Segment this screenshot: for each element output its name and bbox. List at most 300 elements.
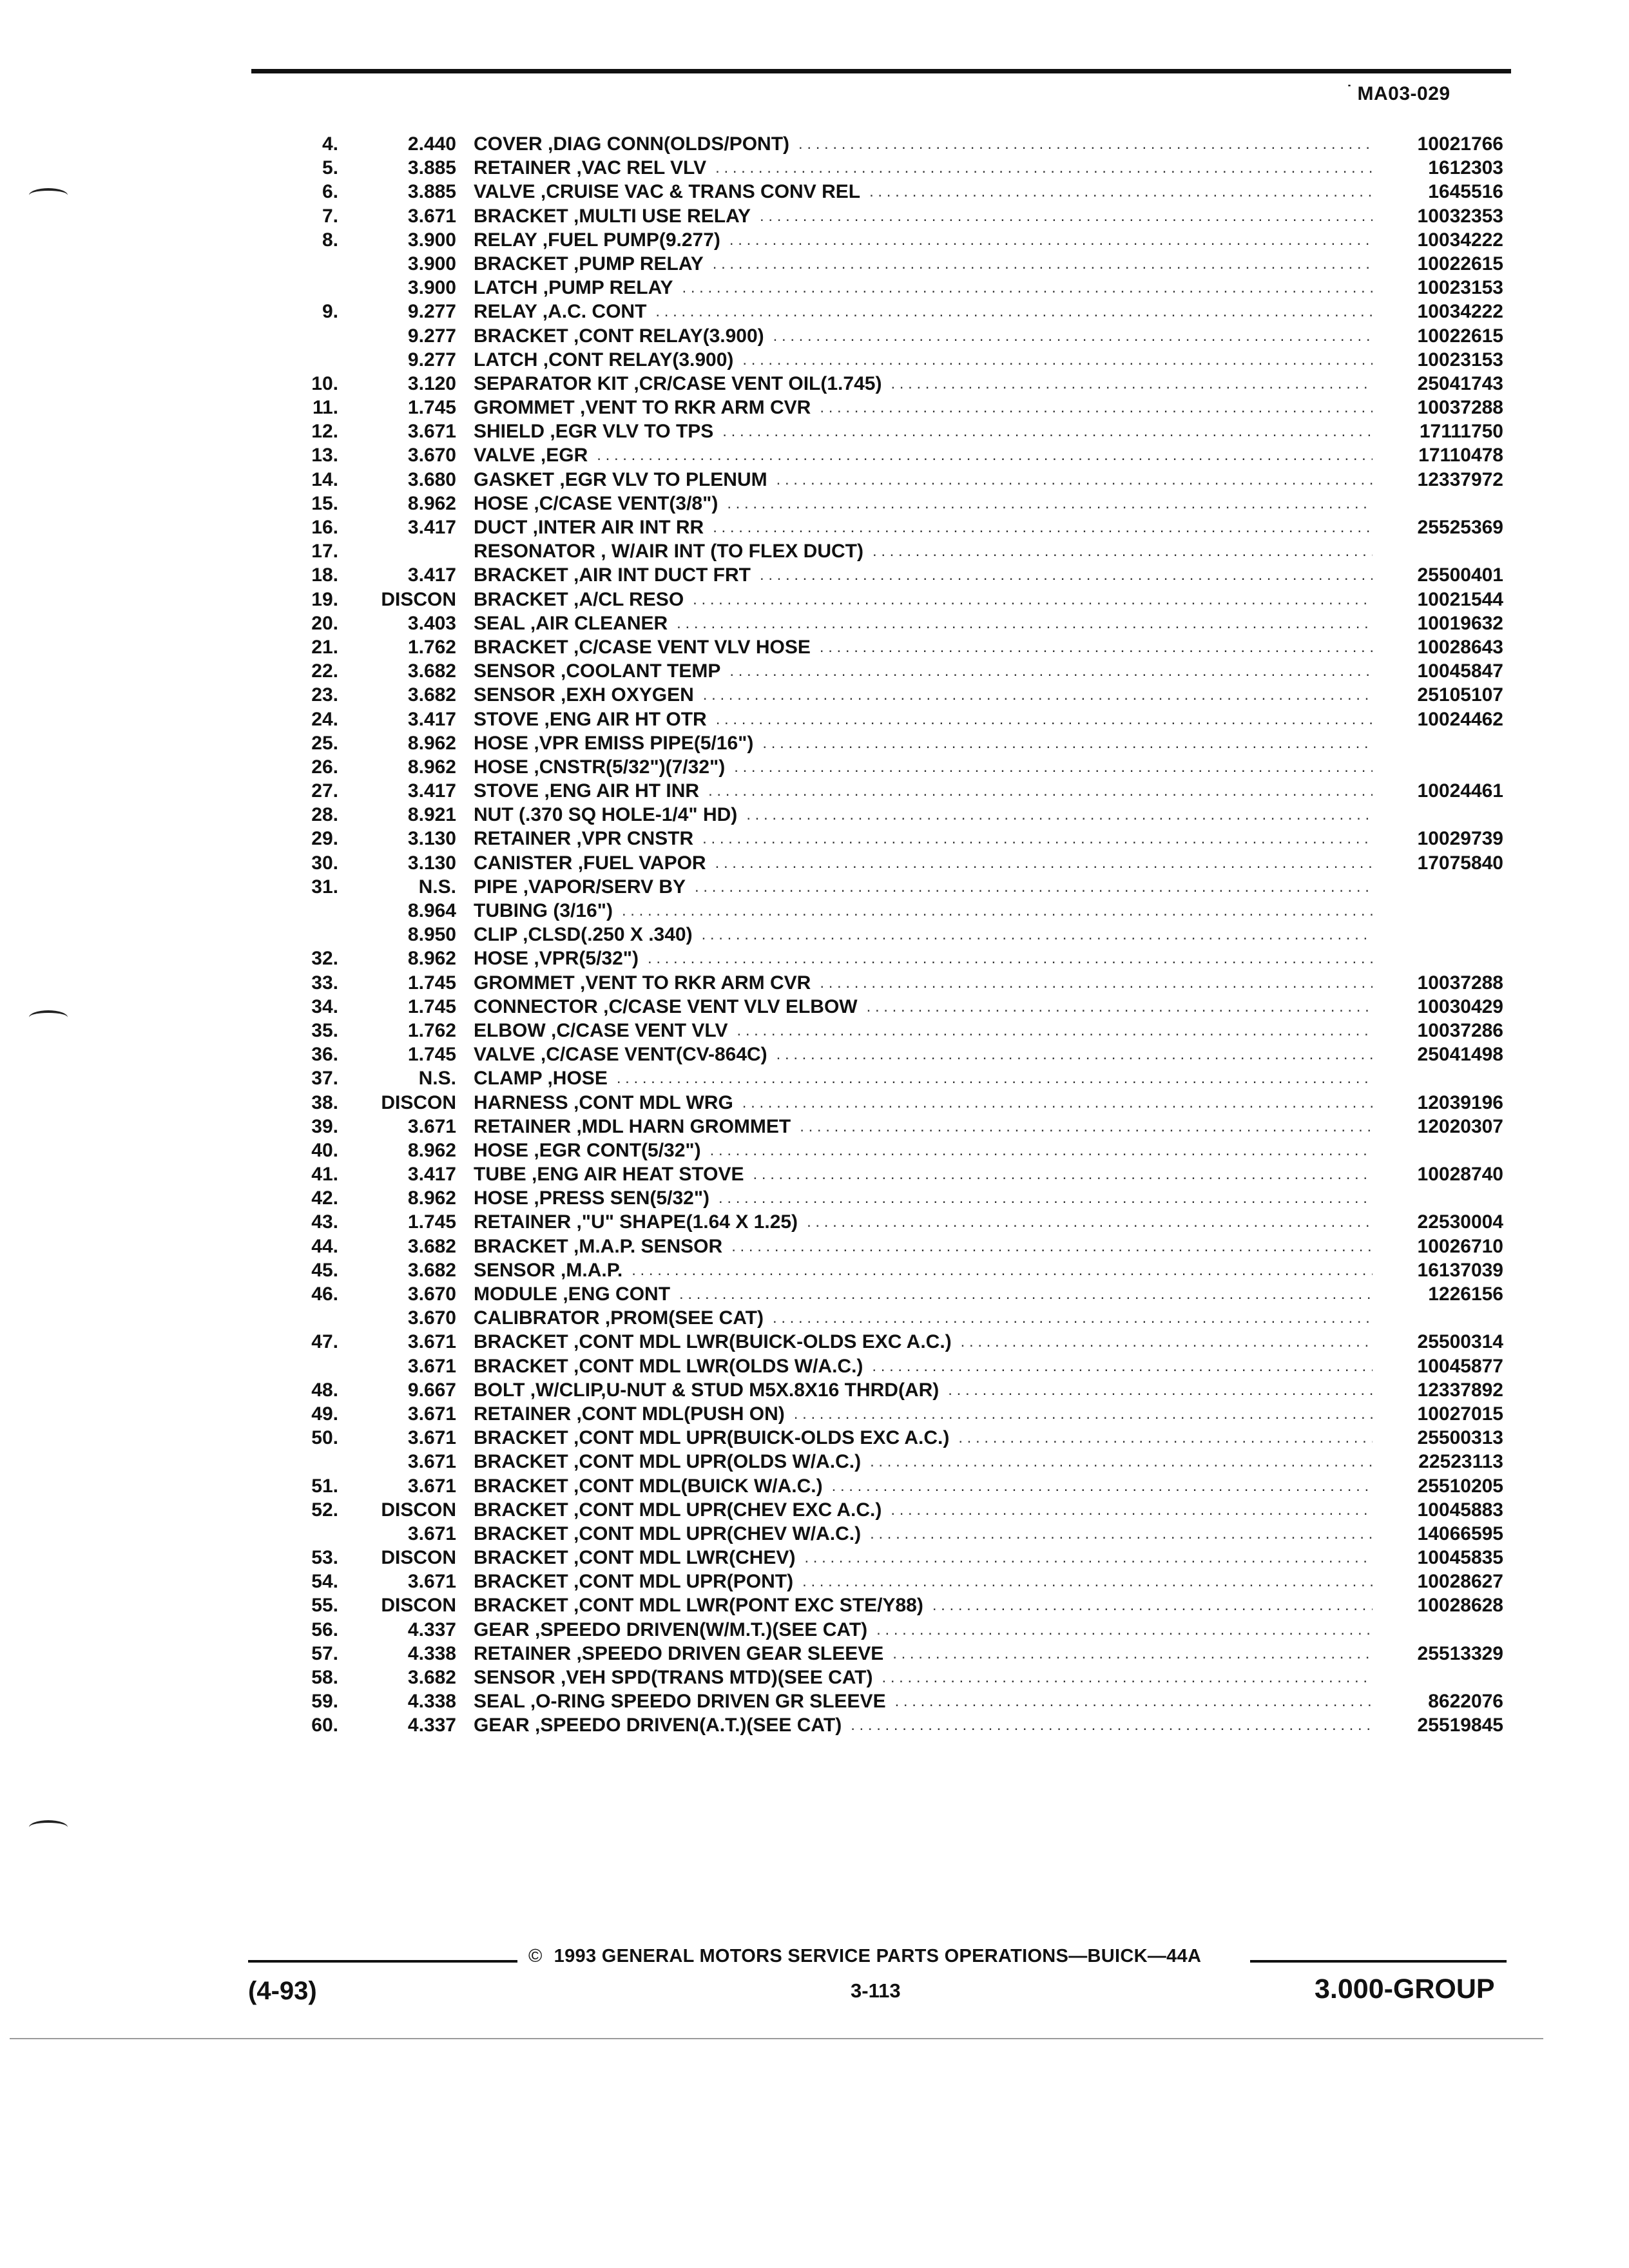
group-number: 3.670 bbox=[407, 1283, 456, 1305]
part-number: 8622076 bbox=[1428, 1691, 1503, 1713]
parts-row bbox=[0, 396, 1629, 419]
dot-leader bbox=[851, 1713, 1373, 1737]
group-number: 1.745 bbox=[407, 397, 456, 419]
group-number: 3.417 bbox=[407, 517, 456, 538]
part-number: 10028627 bbox=[1417, 1571, 1503, 1593]
item-number: 24. bbox=[311, 708, 338, 730]
parts-row bbox=[0, 1450, 1629, 1474]
item-number: 55. bbox=[311, 1595, 338, 1617]
group-number: 8.962 bbox=[407, 948, 456, 970]
parts-row bbox=[0, 1522, 1629, 1546]
bottom-rule bbox=[10, 2038, 1543, 2039]
part-number: 25500314 bbox=[1417, 1331, 1503, 1353]
description bbox=[474, 995, 1373, 1019]
part-description: ,C/CASE VENT VLV bbox=[551, 1019, 728, 1041]
part-name: ELBOW bbox=[474, 1019, 546, 1041]
parts-row bbox=[0, 252, 1629, 276]
part-description: ,CONT MDL UPR(CHEV W/A.C.) bbox=[574, 1523, 862, 1544]
description bbox=[474, 1258, 1373, 1282]
part-name: BRACKET bbox=[474, 1451, 568, 1473]
copyright-line bbox=[528, 1946, 1201, 1967]
description bbox=[474, 1450, 1373, 1474]
copyright-text: 1993 GENERAL MOTORS SERVICE PARTS OPERATIONS—BUICK—44A bbox=[554, 1946, 1202, 1966]
description bbox=[474, 1666, 1373, 1689]
part-description: ,VPR(5/32") bbox=[534, 948, 639, 970]
dot-leader bbox=[734, 755, 1373, 779]
parts-row bbox=[0, 515, 1629, 539]
description bbox=[474, 1570, 1373, 1593]
part-number: 10045835 bbox=[1417, 1547, 1503, 1569]
parts-row bbox=[0, 1306, 1629, 1330]
part-description: ,COOLANT TEMP bbox=[561, 660, 721, 682]
item-number: 41. bbox=[311, 1164, 338, 1186]
part-description: ,CONT MDL WRG bbox=[574, 1091, 733, 1113]
part-name: BRACKET bbox=[474, 1427, 568, 1449]
parts-row bbox=[0, 995, 1629, 1019]
part-number: 14066595 bbox=[1417, 1523, 1503, 1544]
part-description: ,ENG AIR HEAT STOVE bbox=[532, 1164, 744, 1186]
group-number: 8.962 bbox=[407, 1139, 456, 1161]
group-number: 1.745 bbox=[407, 995, 456, 1017]
group-number: 3.885 bbox=[407, 181, 456, 203]
part-name: COVER bbox=[474, 133, 543, 155]
dot-leader bbox=[648, 947, 1373, 970]
parts-row bbox=[0, 779, 1629, 803]
parts-row bbox=[0, 1139, 1629, 1162]
description bbox=[474, 1162, 1373, 1186]
group-number: 4.338 bbox=[407, 1642, 456, 1664]
parts-row bbox=[0, 827, 1629, 850]
description bbox=[474, 803, 1373, 827]
part-description: ,CLSD(.250 X .340) bbox=[523, 924, 693, 946]
dot-leader bbox=[807, 1210, 1373, 1234]
parts-row bbox=[0, 1402, 1629, 1426]
part-name: LATCH bbox=[474, 277, 538, 299]
description bbox=[474, 1618, 1373, 1642]
dot-leader bbox=[702, 827, 1373, 850]
parts-row bbox=[0, 971, 1629, 995]
dot-leader bbox=[762, 731, 1373, 755]
tick-mark: ˙ bbox=[1347, 82, 1353, 100]
part-description: ,C/CASE VENT(CV-864C) bbox=[540, 1044, 767, 1066]
part-name: TUBING bbox=[474, 900, 548, 921]
parts-row bbox=[0, 1666, 1629, 1689]
group-number: 8.962 bbox=[407, 756, 456, 778]
group-number: 3.682 bbox=[407, 684, 456, 706]
part-number: 10019632 bbox=[1417, 612, 1503, 634]
item-number: 40. bbox=[311, 1139, 338, 1161]
part-name: NUT bbox=[474, 804, 514, 826]
parts-row bbox=[0, 875, 1629, 899]
part-number: 10034222 bbox=[1417, 229, 1503, 251]
dot-leader bbox=[872, 1354, 1373, 1378]
group-number: 3.671 bbox=[407, 1427, 456, 1449]
part-number: 10032353 bbox=[1417, 205, 1503, 227]
group-number: 3.671 bbox=[407, 421, 456, 443]
page-number: 3-113 bbox=[851, 1979, 901, 2002]
dot-leader bbox=[820, 971, 1373, 995]
item-number: 9. bbox=[322, 301, 338, 323]
item-number: 31. bbox=[311, 876, 338, 898]
part-name: BRACKET bbox=[474, 1355, 568, 1377]
description bbox=[474, 324, 1373, 348]
parts-row bbox=[0, 1066, 1629, 1090]
parts-row bbox=[0, 899, 1629, 923]
dot-leader bbox=[617, 1066, 1373, 1090]
description bbox=[474, 1210, 1373, 1234]
parts-row bbox=[0, 156, 1629, 180]
part-description: ,VPR CNSTR bbox=[576, 828, 694, 850]
parts-row bbox=[0, 300, 1629, 323]
description bbox=[474, 731, 1373, 755]
parts-row bbox=[0, 803, 1629, 827]
part-description: ,M.A.P. bbox=[561, 1259, 623, 1281]
part-description: ,DIAG CONN(OLDS/PONT) bbox=[548, 133, 790, 155]
item-number: 42. bbox=[311, 1187, 338, 1209]
parts-row bbox=[0, 923, 1629, 947]
item-number: 13. bbox=[311, 445, 338, 466]
description bbox=[474, 1713, 1373, 1737]
part-number: 25510205 bbox=[1417, 1475, 1503, 1497]
dot-leader bbox=[677, 611, 1373, 635]
part-name: CALIBRATOR bbox=[474, 1307, 600, 1329]
group-number: 1.745 bbox=[407, 1044, 456, 1066]
parts-row bbox=[0, 563, 1629, 587]
parts-row bbox=[0, 851, 1629, 875]
description bbox=[474, 156, 1373, 180]
item-number: 57. bbox=[311, 1642, 338, 1664]
dot-leader bbox=[948, 1378, 1373, 1402]
part-number: 12020307 bbox=[1417, 1115, 1503, 1137]
dot-leader bbox=[802, 1570, 1373, 1593]
description bbox=[474, 1402, 1373, 1426]
item-number: 47. bbox=[311, 1331, 338, 1353]
item-number: 21. bbox=[311, 636, 338, 658]
item-number: 4. bbox=[322, 133, 338, 155]
group-number: DISCON bbox=[381, 1547, 456, 1569]
item-number: 34. bbox=[311, 995, 338, 1017]
group-number: N.S. bbox=[418, 876, 456, 898]
description bbox=[474, 372, 1373, 396]
dot-leader bbox=[729, 659, 1373, 683]
part-description: ,VPR EMISS PIPE(5/16") bbox=[534, 732, 754, 754]
part-name: GASKET bbox=[474, 468, 555, 490]
description bbox=[474, 1330, 1373, 1354]
parts-row bbox=[0, 1258, 1629, 1282]
description bbox=[474, 1689, 1373, 1713]
item-number: 17. bbox=[311, 541, 338, 562]
item-number: 37. bbox=[311, 1068, 338, 1090]
part-number: 1612303 bbox=[1428, 157, 1503, 179]
description bbox=[474, 659, 1373, 683]
part-name: MODULE bbox=[474, 1283, 557, 1305]
part-number: 10045847 bbox=[1417, 660, 1503, 682]
dot-leader bbox=[737, 1019, 1373, 1043]
part-number: 10021766 bbox=[1417, 133, 1503, 155]
part-name: SENSOR bbox=[474, 1259, 555, 1281]
dot-leader bbox=[760, 204, 1373, 228]
parts-row bbox=[0, 1330, 1629, 1354]
part-number: 10021544 bbox=[1417, 588, 1503, 610]
part-number: 25500313 bbox=[1417, 1427, 1503, 1449]
part-name: BRACKET bbox=[474, 1547, 568, 1569]
parts-row bbox=[0, 468, 1629, 492]
part-name: BRACKET bbox=[474, 1523, 568, 1544]
part-description: ,EXH OXYGEN bbox=[561, 684, 694, 706]
part-number: 1645516 bbox=[1428, 181, 1503, 203]
group-number: 3.900 bbox=[407, 253, 456, 274]
group-number: 2.440 bbox=[407, 133, 456, 155]
item-number: 49. bbox=[311, 1403, 338, 1425]
item-number: 50. bbox=[311, 1427, 338, 1449]
item-number: 56. bbox=[311, 1619, 338, 1640]
part-description: ,CRUISE VAC & TRANS CONV REL bbox=[540, 181, 861, 203]
parts-row bbox=[0, 1713, 1629, 1737]
description bbox=[474, 947, 1373, 970]
dot-leader bbox=[958, 1426, 1373, 1450]
group-number: 3.417 bbox=[407, 780, 456, 802]
group-number: 3.671 bbox=[407, 1331, 456, 1353]
part-name: CLAMP bbox=[474, 1068, 543, 1090]
part-description: ,PUMP RELAY bbox=[543, 277, 673, 299]
part-description: ,C/CASE VENT VLV HOSE bbox=[574, 636, 811, 658]
item-number: 53. bbox=[311, 1547, 338, 1569]
part-number: 25513329 bbox=[1417, 1642, 1503, 1664]
dot-leader bbox=[891, 372, 1373, 396]
item-number: 58. bbox=[311, 1667, 338, 1688]
part-description: ,VAPOR/SERV BY bbox=[523, 876, 686, 898]
dot-leader bbox=[742, 1091, 1373, 1115]
part-number: 10026710 bbox=[1417, 1235, 1503, 1257]
footer-rule-left bbox=[248, 1960, 517, 1963]
dot-leader bbox=[892, 1642, 1373, 1666]
part-description: ,PROM(SEE CAT) bbox=[604, 1307, 764, 1329]
part-number: 25519845 bbox=[1417, 1715, 1503, 1736]
description bbox=[474, 1115, 1373, 1139]
group-number: 1.745 bbox=[407, 972, 456, 994]
item-number: 45. bbox=[311, 1259, 338, 1281]
part-name: RESONATOR bbox=[474, 541, 595, 562]
part-number: 22523113 bbox=[1418, 1451, 1503, 1473]
part-description: ,INTER AIR INT RR bbox=[532, 517, 704, 538]
description bbox=[474, 1426, 1373, 1450]
group-number: 1.762 bbox=[407, 636, 456, 658]
part-name: BRACKET bbox=[474, 588, 568, 610]
part-name: GROMMET bbox=[474, 397, 575, 419]
dot-leader bbox=[722, 419, 1373, 443]
part-name: RETAINER bbox=[474, 157, 572, 179]
part-description: ,CONT RELAY(3.900) bbox=[543, 349, 734, 370]
description bbox=[474, 443, 1373, 467]
part-name: BRACKET bbox=[474, 205, 568, 227]
part-description: ,EGR bbox=[540, 445, 588, 466]
item-number: 48. bbox=[311, 1379, 338, 1401]
part-number: 10022615 bbox=[1417, 253, 1503, 274]
description bbox=[474, 300, 1373, 323]
group-number: 3.680 bbox=[407, 468, 456, 490]
part-number: 10028628 bbox=[1417, 1595, 1503, 1617]
parts-row bbox=[0, 588, 1629, 611]
item-number: 51. bbox=[311, 1475, 338, 1497]
parts-row bbox=[0, 1546, 1629, 1570]
dot-leader bbox=[773, 1306, 1373, 1330]
part-description: ,CONT MDL LWR(CHEV) bbox=[574, 1547, 796, 1569]
part-description: ,SPEEDO DRIVEN(A.T.)(SEE CAT) bbox=[535, 1715, 842, 1736]
part-number: 12039196 bbox=[1417, 1091, 1503, 1113]
dot-leader bbox=[760, 563, 1373, 587]
description bbox=[474, 563, 1373, 587]
dot-leader bbox=[776, 468, 1373, 492]
group-number: 8.964 bbox=[407, 900, 456, 921]
item-number: 36. bbox=[311, 1044, 338, 1066]
parts-row bbox=[0, 1282, 1629, 1306]
item-number: 35. bbox=[311, 1019, 338, 1041]
part-description: ,VEH SPD(TRANS MTD)(SEE CAT) bbox=[561, 1667, 873, 1688]
part-description: ,ENG AIR HT OTR bbox=[544, 708, 707, 730]
item-number: 10. bbox=[311, 372, 338, 394]
item-number: 52. bbox=[311, 1499, 338, 1521]
dot-leader bbox=[804, 1546, 1373, 1570]
part-name: RETAINER bbox=[474, 1642, 572, 1664]
group-number: 8.950 bbox=[407, 924, 456, 946]
part-description: ,CONT MDL UPR(PONT) bbox=[574, 1571, 794, 1593]
part-description: ,CONT MDL LWR(PONT EXC STE/Y88) bbox=[574, 1595, 923, 1617]
item-number: 43. bbox=[311, 1211, 338, 1233]
parts-row bbox=[0, 659, 1629, 683]
part-description: ,CONT MDL(PUSH ON) bbox=[576, 1403, 785, 1425]
group-number: 9.667 bbox=[407, 1379, 456, 1401]
parts-row bbox=[0, 707, 1629, 731]
group-number: 9.277 bbox=[407, 325, 456, 347]
parts-row bbox=[0, 1689, 1629, 1713]
parts-row bbox=[0, 1115, 1629, 1139]
part-name: BRACKET bbox=[474, 1571, 568, 1593]
group-number: 3.682 bbox=[407, 1667, 456, 1688]
part-description: (.370 SQ HOLE-1/4" HD) bbox=[519, 804, 738, 826]
dot-leader bbox=[870, 1522, 1373, 1546]
dot-leader bbox=[961, 1330, 1373, 1354]
part-description: ,PUMP RELAY bbox=[574, 253, 704, 274]
group-number: 3.671 bbox=[407, 1571, 456, 1593]
dot-leader bbox=[713, 252, 1373, 276]
part-name: SEAL bbox=[474, 1691, 525, 1713]
dot-leader bbox=[932, 1593, 1373, 1617]
dot-leader bbox=[731, 1235, 1373, 1258]
part-number: 12337972 bbox=[1417, 468, 1503, 490]
part-number: 17111750 bbox=[1419, 421, 1503, 443]
part-description: ,CONT MDL UPR(BUICK-OLDS EXC A.C.) bbox=[574, 1427, 950, 1449]
group-number: 3.670 bbox=[407, 445, 456, 466]
parts-row bbox=[0, 1210, 1629, 1234]
document-id-text: MA03-029 bbox=[1357, 83, 1451, 104]
part-description: ,EGR VLV TO TPS bbox=[550, 421, 714, 443]
parts-row bbox=[0, 419, 1629, 443]
dot-leader bbox=[867, 995, 1373, 1019]
item-number: 28. bbox=[311, 804, 338, 826]
part-description: ,SPEEDO DRIVEN(W/M.T.)(SEE CAT) bbox=[535, 1619, 868, 1640]
part-name: BRACKET bbox=[474, 1595, 568, 1617]
part-name: BRACKET bbox=[474, 325, 568, 347]
item-number: 6. bbox=[322, 181, 338, 203]
description bbox=[474, 588, 1373, 611]
part-number: 10037286 bbox=[1417, 1019, 1503, 1041]
parts-row bbox=[0, 539, 1629, 563]
group-number: 3.885 bbox=[407, 157, 456, 179]
part-name: CONNECTOR bbox=[474, 995, 598, 1017]
part-name: HOSE bbox=[474, 1187, 529, 1209]
dot-leader bbox=[708, 779, 1373, 803]
group-number: DISCON bbox=[381, 1595, 456, 1617]
group-number: 8.962 bbox=[407, 492, 456, 514]
dot-leader bbox=[695, 875, 1373, 899]
dot-leader bbox=[891, 1498, 1373, 1522]
item-number: 5. bbox=[322, 157, 338, 179]
description bbox=[474, 707, 1373, 731]
group-number: 3.671 bbox=[407, 1475, 456, 1497]
part-description: ,CONT MDL(BUICK W/A.C.) bbox=[574, 1475, 823, 1497]
part-name: HOSE bbox=[474, 492, 529, 514]
description bbox=[474, 1474, 1373, 1498]
parts-row bbox=[0, 1642, 1629, 1666]
parts-row bbox=[0, 731, 1629, 755]
dot-leader bbox=[753, 1162, 1373, 1186]
group-number: 3.682 bbox=[407, 660, 456, 682]
description bbox=[474, 276, 1373, 300]
part-number: 10023153 bbox=[1417, 349, 1503, 370]
part-name: PIPE bbox=[474, 876, 518, 898]
description bbox=[474, 1139, 1373, 1162]
group-number: 3.671 bbox=[407, 1451, 456, 1473]
document-id bbox=[1347, 82, 1451, 105]
parts-list bbox=[0, 132, 1629, 1738]
group-number: 3.671 bbox=[407, 1523, 456, 1544]
item-number: 32. bbox=[311, 948, 338, 970]
description bbox=[474, 1235, 1373, 1258]
part-name: BOLT bbox=[474, 1379, 525, 1401]
group-number: 8.962 bbox=[407, 1187, 456, 1209]
item-number: 23. bbox=[311, 684, 338, 706]
item-number: 18. bbox=[311, 564, 338, 586]
group-number: 3.417 bbox=[407, 1164, 456, 1186]
part-description: ,AIR INT DUCT FRT bbox=[574, 564, 751, 586]
part-description: ,EGR VLV TO PLENUM bbox=[559, 468, 767, 490]
part-number: 10028643 bbox=[1417, 636, 1503, 658]
dot-leader bbox=[597, 443, 1373, 467]
item-number: 60. bbox=[311, 1715, 338, 1736]
part-number: 25500401 bbox=[1417, 564, 1503, 586]
dot-leader bbox=[746, 803, 1373, 827]
part-number: 12337892 bbox=[1417, 1379, 1503, 1401]
part-number: 17075840 bbox=[1417, 852, 1503, 874]
item-number: 33. bbox=[311, 972, 338, 994]
dot-leader bbox=[622, 899, 1373, 923]
dot-leader bbox=[703, 683, 1373, 707]
part-number: 10022615 bbox=[1417, 325, 1503, 347]
footer-rule-right bbox=[1250, 1960, 1507, 1963]
description bbox=[474, 1282, 1373, 1306]
part-number: 10030429 bbox=[1417, 995, 1503, 1017]
parts-row bbox=[0, 1593, 1629, 1617]
parts-row bbox=[0, 324, 1629, 348]
parts-row bbox=[0, 1354, 1629, 1378]
dot-leader bbox=[742, 348, 1373, 372]
dot-leader bbox=[869, 180, 1373, 204]
part-description: ,CR/CASE VENT OIL(1.745) bbox=[633, 372, 882, 394]
part-name: VALVE bbox=[474, 1044, 535, 1066]
description bbox=[474, 1642, 1373, 1666]
dot-leader bbox=[798, 132, 1373, 156]
part-number: 10024461 bbox=[1417, 780, 1503, 802]
